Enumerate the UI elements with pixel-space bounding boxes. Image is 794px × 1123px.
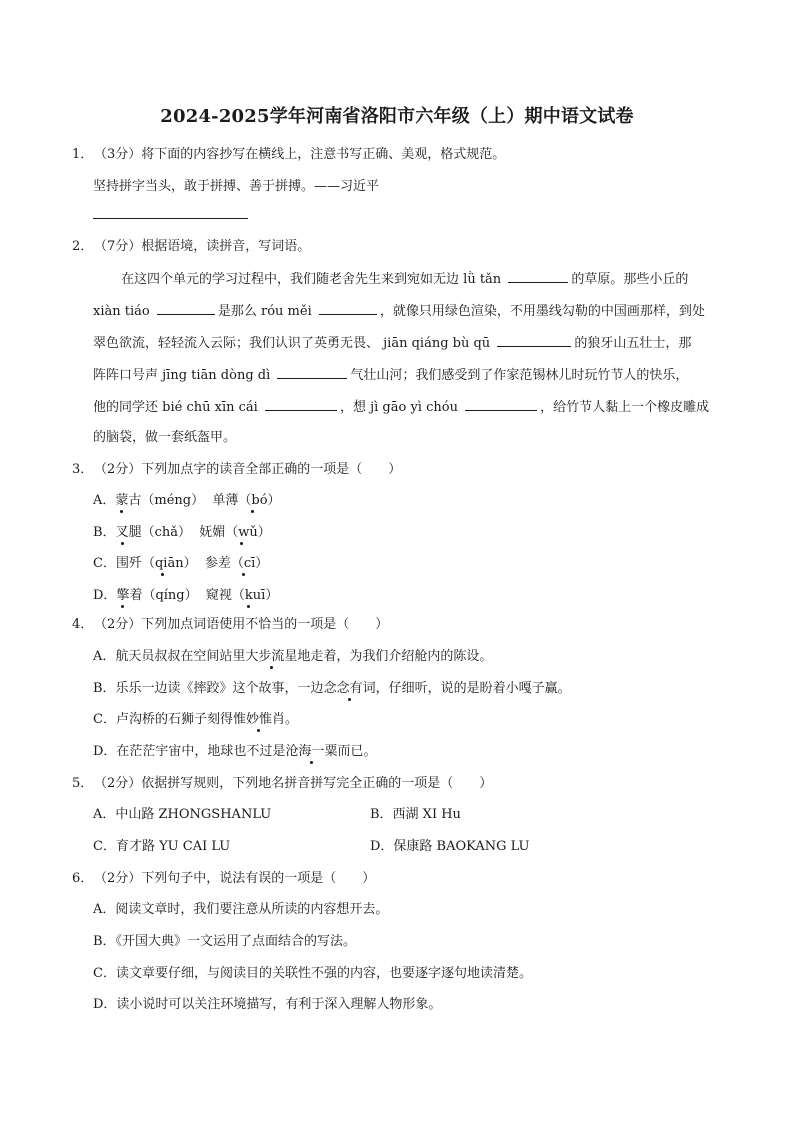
option-letter: D． [93,588,117,603]
dotted-char: 叉 [115,525,129,540]
choice-option-c[interactable]: C．育才路 YU CAI LU [93,839,231,854]
choice-option-d[interactable]: D．保康路 BAOKANG LU [370,839,530,854]
passage-line: 的脑袋，做一套纸盔甲。 [93,430,237,445]
question-number: 3． [72,462,94,477]
dotted-char: 媚（wǔ） [212,525,271,540]
fill-blank[interactable] [277,365,347,379]
question-number: 5． [72,776,94,791]
choice-option-d[interactable]: D．读小说时可以关注环境描写，有利于深入理解人物形象。 [93,997,442,1012]
option-text: 围 [115,556,129,571]
option-text: B．乐乐一边读《摔跤》这个故事，一边 [93,681,324,696]
question-stem: （2分）下列加点字的读音全部正确的一项是（ ） [94,462,402,477]
dotted-char: 蒙 [115,493,129,508]
passage-text: 在这四个单元的学习过程中，我们随老舍先生来到宛如无边 [121,272,460,287]
question-number: 1． [72,147,94,162]
question-stem: （3分）将下面的内容抄写在横线上，注意书写正确、美观，格式规范。 [94,147,506,162]
pinyin-prompt: xiàn tiáo [93,304,150,319]
choice-option-b[interactable]: B．西湖 XI Hu [370,807,461,822]
dotted-phrase: 惟妙惟肖 [232,712,285,727]
choice-option-a[interactable] [93,648,492,666]
question-3 [72,461,401,479]
option-text: 妩 [199,525,213,540]
dotted-phrase: 念念有词 [323,681,376,696]
dotted-char: 擎 [116,588,130,603]
passage-text: 的草原。那些小丘的 [571,272,689,287]
option-text: 而已。 [337,744,377,759]
choice-option-c[interactable]: C．读文章要仔细，与阅读目的关联性不强的内容，也要逐字逐句地读清楚。 [93,966,532,981]
choice-option-a[interactable]: A．中山路 ZHONGSHANLU [93,807,272,822]
passage-text: ，给竹节人黏上一个橡皮雕成 [540,400,710,415]
pinyin-prompt: bié chū xīn cái [162,400,258,415]
question-5 [72,775,492,793]
question-4 [72,616,388,634]
fill-blank[interactable] [265,397,337,411]
option-letter: A． [93,493,116,508]
dotted-char: 视（kuī） [218,588,279,603]
question-6 [72,870,375,888]
choice-option-c[interactable] [93,555,268,573]
option-text: 腿（chǎ） [128,525,191,540]
question-stem: （2分）下列句子中，说法有误的一项是（ ） [94,871,376,886]
passage-text: 翠色欲流，轻轻流入云际；我们认识了英勇无畏、 [93,336,380,351]
fill-blank[interactable] [508,269,568,283]
passage-text: 他的同学还 [93,400,159,415]
choice-option-d[interactable] [93,743,376,761]
question-number: 4． [72,617,94,632]
passage-line [93,365,688,385]
dotted-char: 薄（bó） [225,493,281,508]
question-stem: （2分）下列加点词语使用不恰当的一项是（ ） [94,617,389,632]
choice-option-b[interactable] [93,680,571,698]
fill-blank[interactable] [497,333,571,347]
option-text: A．航天员叔叔在空间站里 [93,649,246,664]
answer-line[interactable] [93,218,248,219]
dotted-phrase: 大步流星 [245,649,298,664]
option-text: C．卢沟桥的石狮子刻得 [93,712,233,727]
choice-option-d[interactable] [93,587,278,605]
copy-quote: 坚持拼字当头，敢于拼搏、善于拼搏。——习近平 [93,179,380,194]
question-number: 6． [72,871,94,886]
passage-line [93,301,705,321]
passage-line [93,333,691,353]
question-number: 2． [72,239,94,254]
pinyin-prompt: lǜ tǎn [463,272,502,287]
option-text: 窥 [205,588,219,603]
passage-text: 的狼牙山五壮士，那 [574,336,692,351]
fill-blank[interactable] [157,301,215,315]
choice-option-c[interactable] [93,711,298,729]
pinyin-prompt: róu měi [261,304,312,319]
dotted-char: 歼（qiān） [128,556,197,571]
choice-option-b[interactable] [93,524,271,542]
fill-blank[interactable] [465,397,537,411]
option-text: 古（méng） [128,493,205,508]
question-2 [72,238,310,256]
option-text: ，仔细听，说的是盼着小嘎子赢。 [375,681,571,696]
option-text: 单 [212,493,226,508]
pinyin-prompt: jì gāo yì chóu [370,400,458,415]
option-letter: C． [93,556,116,571]
dotted-phrase: 沧海一粟 [285,744,338,759]
passage-text: ，想 [339,400,366,415]
question-stem: （7分）根据语境，读拼音，写词语。 [94,239,311,254]
dotted-char: 差（cī） [217,556,269,571]
pinyin-prompt: jiān qiáng bù qū [383,336,491,351]
choice-option-b[interactable]: B．《开国大典》一文运用了点面结合的写法。 [93,934,357,949]
passage-line [121,269,688,289]
option-text: D．在茫茫宇宙中，地球也不过是 [93,744,286,759]
passage-line [93,397,709,417]
passage-text: 是那么 [217,304,257,319]
option-text: 地走着，为我们介绍舱内的陈设。 [297,649,493,664]
passage-text: ，就像只用绿色渲染，不用墨线勾勒的中国画那样，到处 [379,304,705,319]
option-text: 参 [204,556,218,571]
exam-title: 2024-2025学年河南省洛阳市六年级（上）期中语文试卷 [160,106,634,127]
passage-text: 气壮山河；我们感受到了作家范锡林儿时玩竹节人的快乐， [350,368,689,383]
fill-blank[interactable] [319,301,377,315]
option-text: 。 [284,712,298,727]
option-letter: B． [93,525,116,540]
option-text: 着（qíng） [129,588,198,603]
question-stem: （2分）依据拼写规则，下列地名拼音拼写完全正确的一项是（ ） [94,776,493,791]
passage-text: 阵阵口号声 [93,368,159,383]
choice-option-a[interactable] [93,492,281,510]
pinyin-prompt: jīng tiān dòng dì [162,368,271,383]
choice-option-a[interactable]: A．阅读文章时，我们要注意从所读的内容想开去。 [93,902,389,917]
question-1 [72,146,505,164]
